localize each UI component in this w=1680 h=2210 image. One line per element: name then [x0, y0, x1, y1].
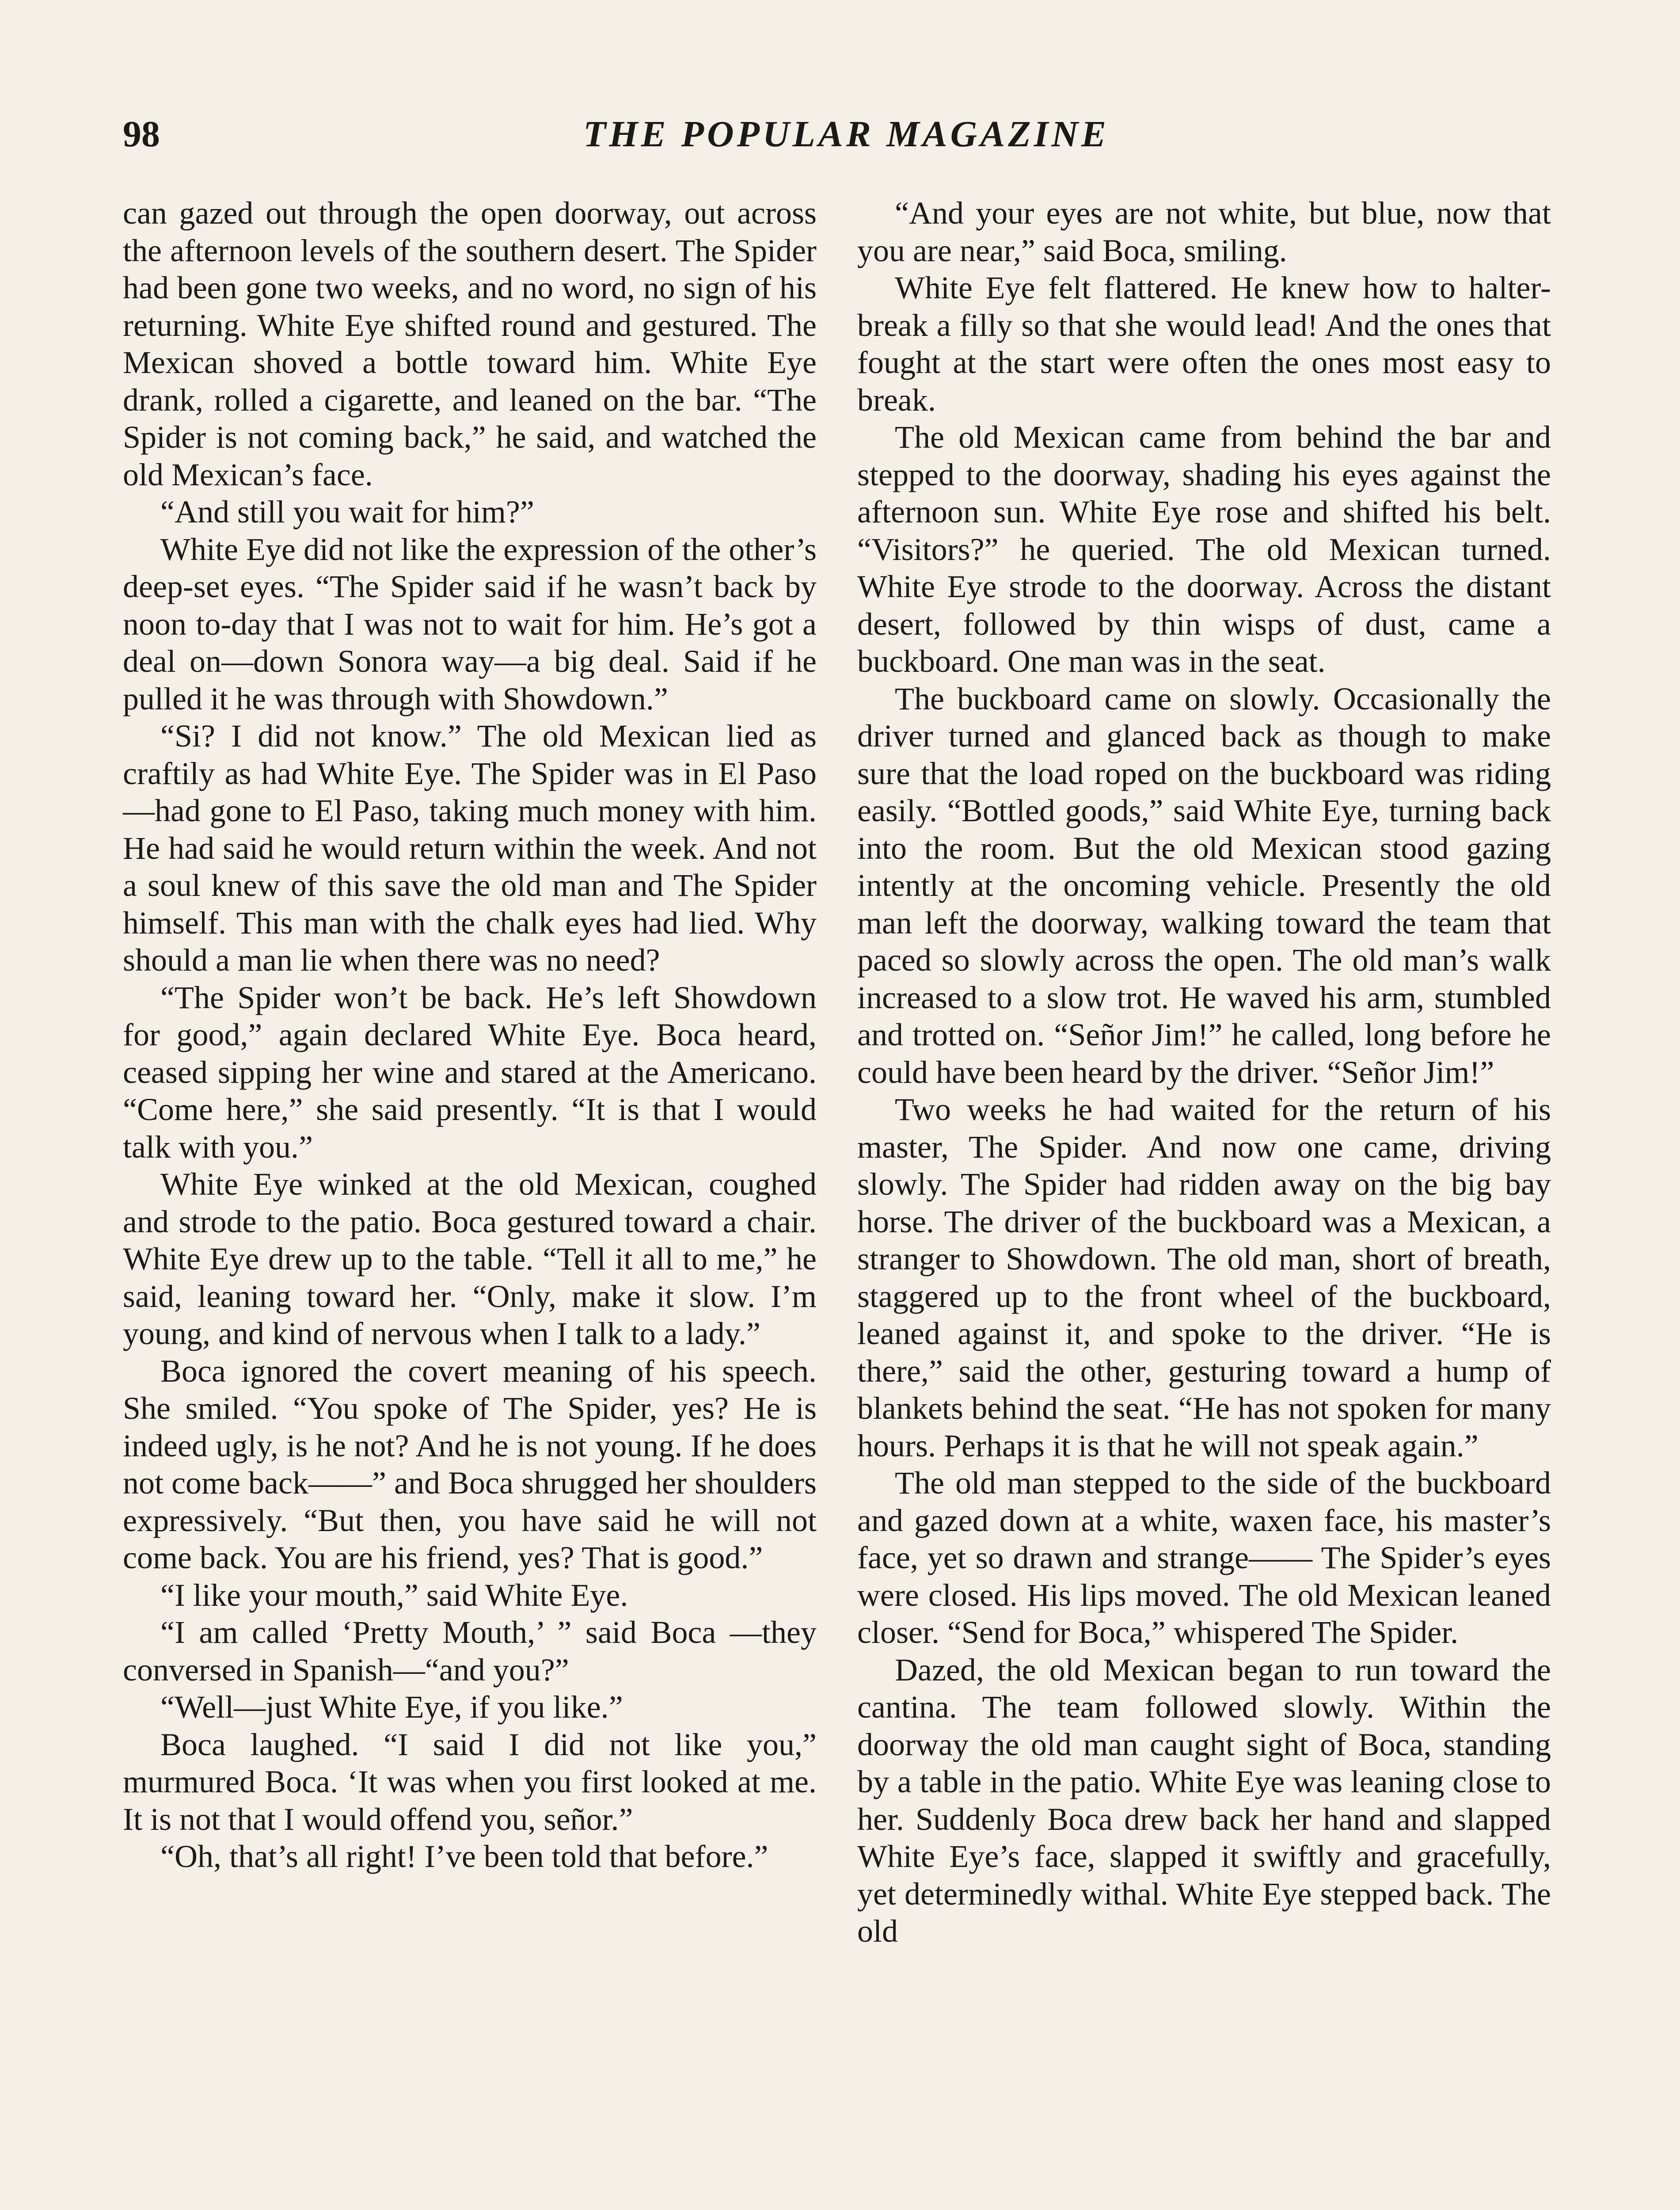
paragraph: Two weeks he had waited for the return of his master, The Spider. And now one came, driving slowly. The Spider had ridden away on the big bay horse. The driver of the buckboard was a Mexican, a stranger to Showdown. The old man, short of breath, staggered up to the front wheel of the buckboard, leaned against it, and spoke to the driver. “He is there,” said the other, gesturing toward a hump of blankets behind the seat. “He has not spoken for many hours. Perhaps it is that he will not speak again.” — [857, 1092, 1551, 1463]
paragraph: White Eye felt flattered. He knew how to halter-break a filly so that she would lead! And the ones that fought at the start were often the ones most easy to break. — [857, 270, 1551, 418]
paragraph: The buckboard came on slowly. Occasionally the driver turned and glanced back as though to make sure that the load roped on the buckboard was riding easily. “Bottled goods,” said White Eye, turning back into the room. But the old Mexican stood gazing intently at the oncoming vehicle. Presently the old man left the doorway, walking toward the team that paced so slowly across the open. The old man’s walk increased to a slow trot. He waved his arm, stumbled and trotted on. “Señor Jim!” he called, long before he could have been heard by the driver. “Señor Jim!” — [857, 681, 1551, 1090]
paragraph: The old man stepped to the side of the buckboard and gazed down at a white, waxen face, his master’s face, yet so drawn and strange—— The Spider’s eyes were closed. His lips moved. The old Mexican leaned closer. “Send for Boca,” whispered The Spider. — [857, 1465, 1551, 1650]
paragraph: “I like your mouth,” said White Eye. — [160, 1577, 628, 1613]
left-column — [123, 194, 817, 1875]
paragraph: Boca laughed. “I said I did not like you,” murmured Boca. ‘It was when you first looked at me. It is not that I would offend you, señor.” — [123, 1726, 817, 1837]
page-number: 98 — [123, 114, 160, 155]
paragraph: “And still you wait for him?” — [160, 494, 534, 530]
paragraph: Dazed, the old Mexican began to run toward the cantina. The team followed slowly. Within the doorway the old man caught sight of Boca, standing by a table in the patio. White Eye was leaning close to her. Suddenly Boca drew back her hand and slapped White Eye’s face, slapped it swiftly and gracefully, yet determinedly withal. White Eye stepped back. The old — [857, 1652, 1551, 1949]
paragraph: “Oh, that’s all right! I’ve been told that before.” — [160, 1839, 768, 1874]
paragraph: can gazed out through the open doorway, out across the afternoon levels of the southern desert. The Spider had been gone two weeks, and no word, no sign of his returning. White Eye shifted round and gestured. The Mexican shoved a bottle toward him. White Eye drank, rolled a cigarette, and leaned on the bar. “The Spider is not coming back,” he said, and watched the old Mexican’s face. — [123, 195, 817, 492]
paragraph: “I am called ‘Pretty Mouth,’ ” said Boca —they conversed in Spanish—“and you?” — [123, 1615, 817, 1688]
running-head: THE POPULAR MAGAZINE — [583, 114, 1110, 155]
paragraph: The old Mexican came from behind the bar and stepped to the doorway, shading his eyes against the afternoon sun. White Eye rose and shifted his belt. “Visitors?” he queried. The old Mexican turned. White Eye strode to the doorway. Across the distant desert, followed by thin wisps of dust, came a buckboard. One man was in the seat. — [857, 419, 1551, 679]
paragraph: “And your eyes are not white, but blue, now that you are near,” said Boca, smiling. — [857, 195, 1551, 268]
paragraph: “Si? I did not know.” The old Mexican lied as craftily as had White Eye. The Spider was in El Paso—had gone to El Paso, taking much money with him. He had said he would return within the week. And not a soul knew of this save the old man and The Spider himself. This man with the chalk eyes had lied. Why should a man lie when there was no need? — [123, 718, 817, 978]
right-column — [857, 194, 1551, 1950]
paragraph: White Eye did not like the expression of the other’s deep-set eyes. “The Spider said if he wasn’t back by noon to-day that I was not to wait for him. He’s got a deal on—down Sonora way—a big deal. Said if he pulled it he was through with Showdown.” — [123, 531, 817, 716]
paragraph: White Eye winked at the old Mexican, coughed and strode to the patio. Boca gestured toward a chair. White Eye drew up to the table. “Tell it all to me,” he said, leaning toward her. “Only, make it slow. I’m young, and kind of nervous when I talk to a lady.” — [123, 1166, 817, 1351]
paragraph: “The Spider won’t be back. He’s left Showdown for good,” again declared White Eye. Boca heard, ceased sipping her wine and stared at the Americano. “Come here,” she said presently. “It is that I would talk with you.” — [123, 979, 817, 1165]
paragraph: “Well—just White Eye, if you like.” — [160, 1689, 623, 1725]
paragraph: Boca ignored the covert meaning of his speech. She smiled. “You spoke of The Spider, yes? He is indeed ugly, is he not? And he is not young. If he does not come back——” and Boca shrugged her shoulders expressively. “But then, you have said he will not come back. You are his friend, yes? That is good.” — [123, 1353, 817, 1575]
